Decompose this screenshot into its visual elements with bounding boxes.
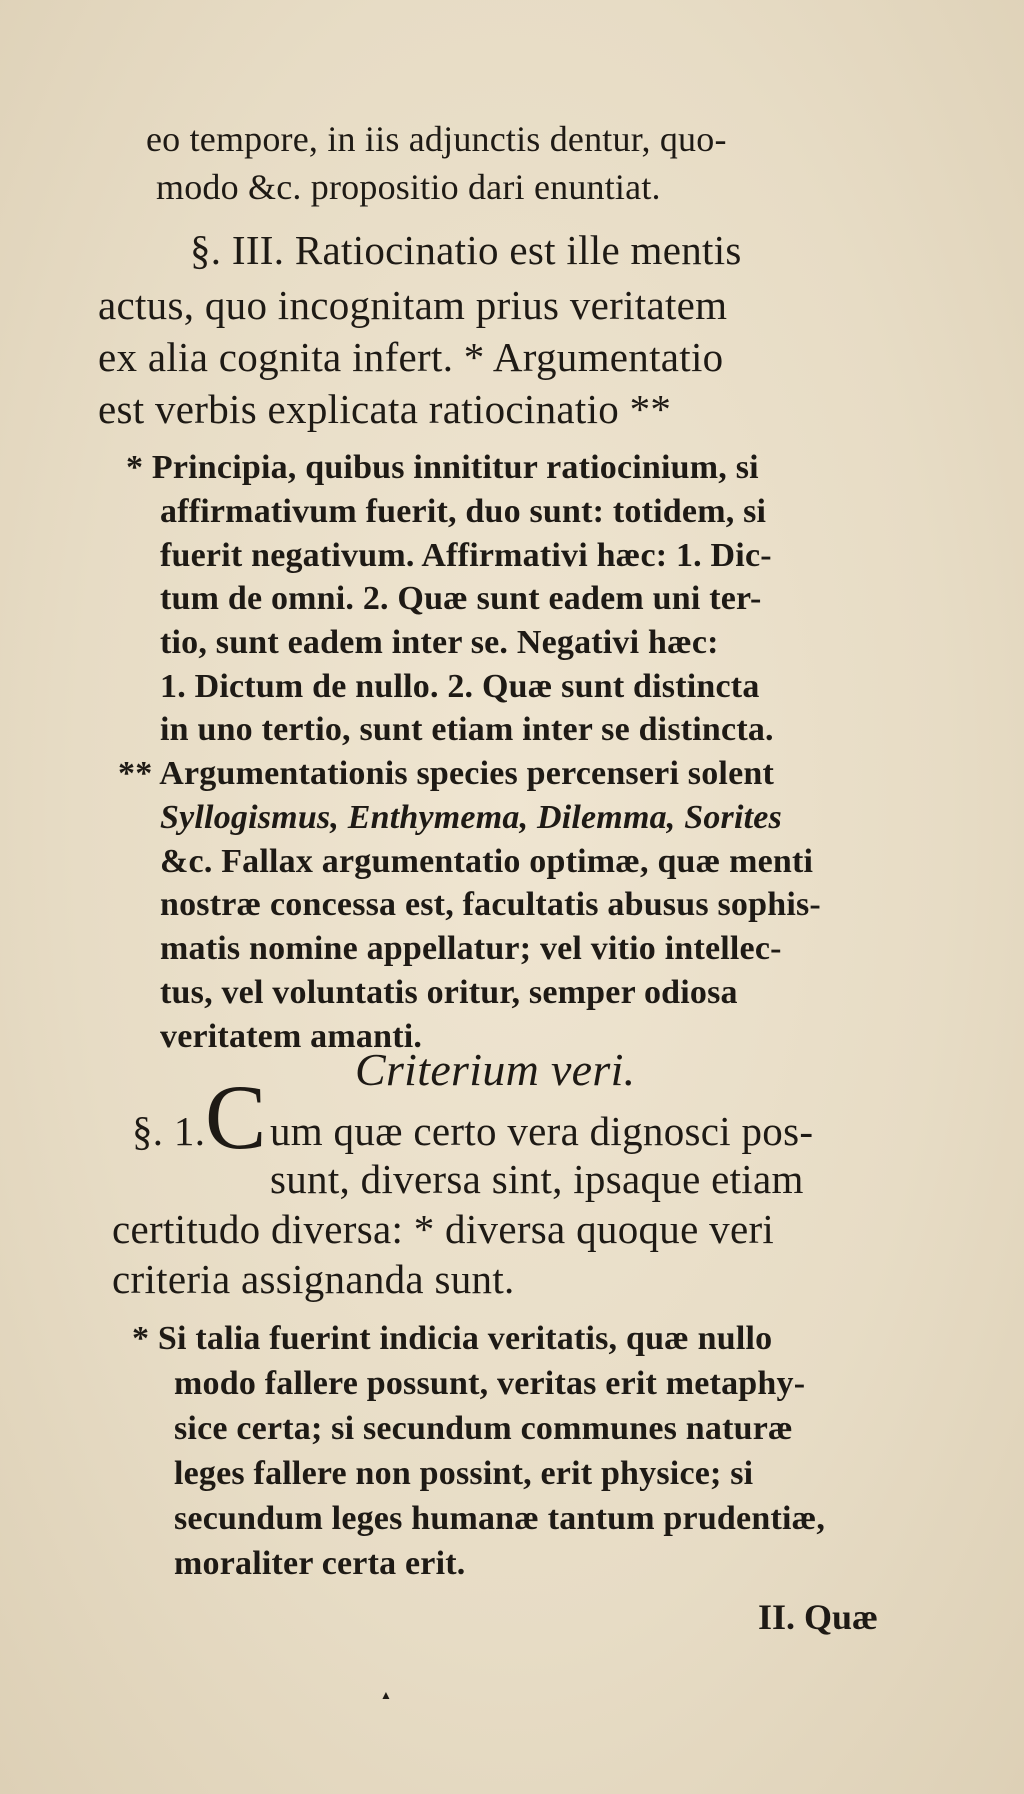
catchword: II. Quæ xyxy=(758,1597,879,1637)
footnote-line-5: tio, sunt eadem inter se. Negativi hæc: xyxy=(160,624,719,661)
footnote-line-19: secundum leges humanæ tantum prudentiæ, xyxy=(174,1500,826,1537)
text-line-4: actus, quo incognitam prius veritatem xyxy=(98,282,728,328)
footnote-line-9: Syllogismus, Enthymema, Dilemma, Sorites xyxy=(160,799,782,836)
footnote-line-7: in uno tertio, sunt etiam inter se distincta. xyxy=(160,711,774,748)
section-heading: Criterium veri. xyxy=(355,1044,636,1095)
footnote-line-12: matis nomine appellatur; vel vitio intellec- xyxy=(160,930,782,967)
footnote-line-10: &c. Fallax argumentatio optimæ, quæ menti xyxy=(160,843,814,880)
printer-mark: ▲ xyxy=(380,1688,392,1702)
footnote-line-6: 1. Dictum de nullo. 2. Quæ sunt distincta xyxy=(160,668,760,705)
text-line-7: um quæ certo vera dignosci pos- xyxy=(270,1108,814,1154)
footnote-line-11: nostræ concessa est, facultatis abusus sophis- xyxy=(160,886,821,923)
text-line-1: eo tempore, in iis adjunctis dentur, quo- xyxy=(146,119,727,159)
footnote-line-2: affirmativum fuerit, duo sunt: totidem, si xyxy=(160,493,767,530)
text-line-8: sunt, diversa sint, ipsaque etiam xyxy=(270,1156,804,1202)
footnote-line-20: moraliter certa erit. xyxy=(174,1545,466,1582)
text-line-9: certitudo diversa: * diversa quoque veri xyxy=(112,1206,775,1252)
footnote-line-18: leges fallere non possint, erit physice; si xyxy=(174,1455,754,1492)
drop-cap: C xyxy=(205,1066,267,1168)
footnote-line-3: fuerit negativum. Affirmativi hæc: 1. Dic- xyxy=(160,537,772,574)
text-line-5: ex alia cognita infert. * Argumentatio xyxy=(98,334,724,380)
text-line-10: criteria assignanda sunt. xyxy=(112,1256,515,1302)
footnote-line-4: tum de omni. 2. Quæ sunt eadem uni ter- xyxy=(160,580,762,617)
footnote-line-13: tus, vel voluntatis oritur, semper odiosa xyxy=(160,974,738,1011)
footnote-line-15: * Si talia fuerint indicia veritatis, quæ nullo xyxy=(132,1320,773,1357)
text-line-3: §. III. Ratiocinatio est ille mentis xyxy=(190,227,742,273)
footnote-line-16: modo fallere possunt, veritas erit metaphy- xyxy=(174,1365,806,1402)
footnote-line-1: * Principia, quibus innititur ratiocinium, si xyxy=(126,449,759,486)
footnote-line-8: ** Argumentationis species percenseri solent xyxy=(118,755,774,792)
text-line-2: modo &c. propositio dari enuntiat. xyxy=(156,167,661,207)
text-line-6: est verbis explicata ratiocinatio ** xyxy=(98,386,672,432)
footnote-line-17: sice certa; si secundum communes naturæ xyxy=(174,1410,793,1447)
footnote-line-14: veritatem amanti. xyxy=(160,1018,423,1055)
section-number: §. 1. xyxy=(132,1108,206,1154)
